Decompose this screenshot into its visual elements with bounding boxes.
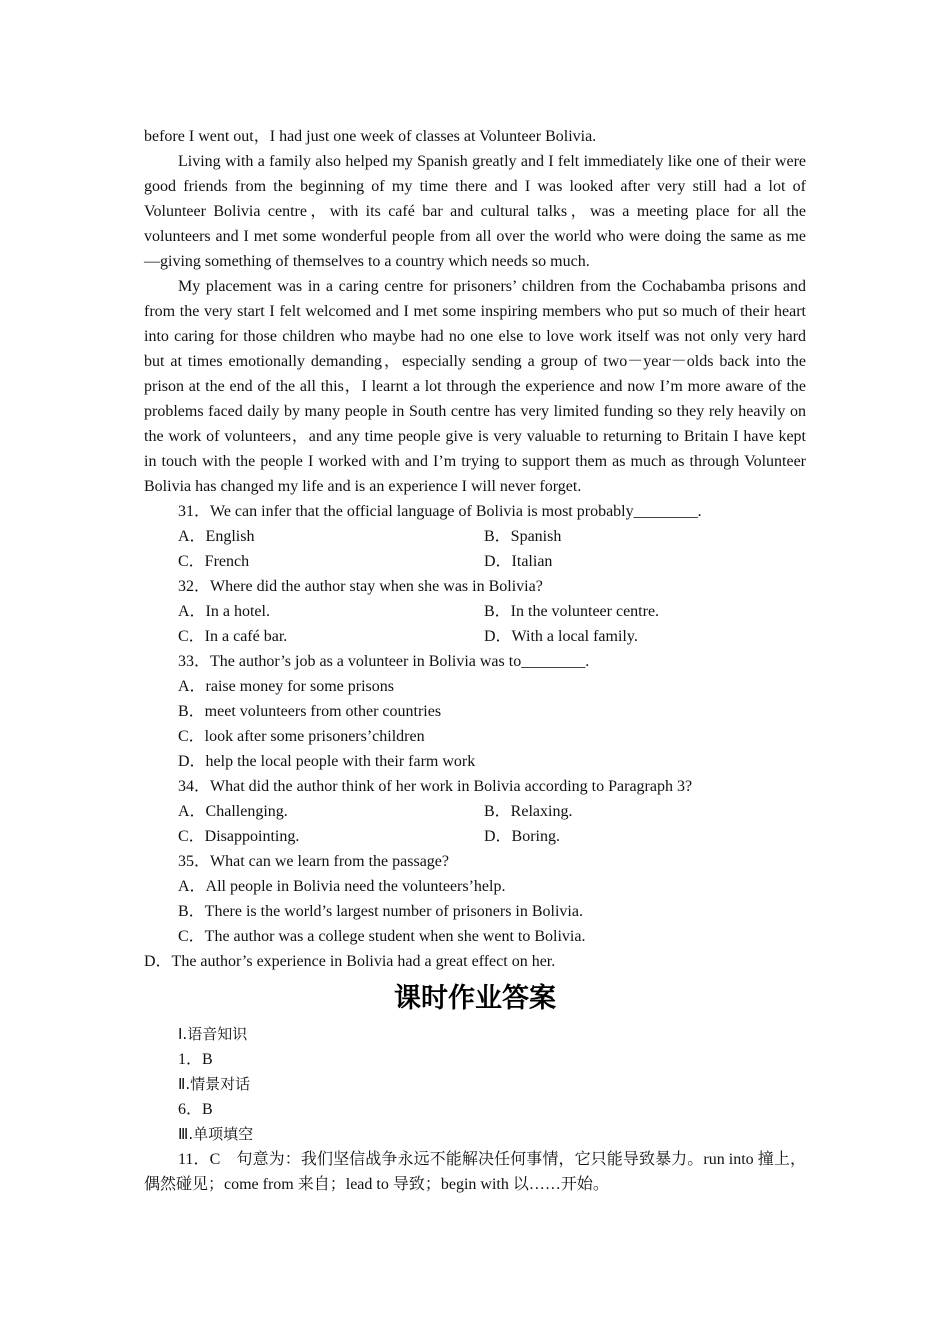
question-34-option-c: C．Disappointing. [178,828,300,845]
answers-section-1-heading: Ⅰ.语音知识 [178,1025,248,1043]
question-32-option-c: C．In a café bar. [178,628,288,645]
question-34-stem: 34．What did the author think of her work in Bolivia according to Paragraph 3? [178,778,693,795]
passage-paragraph-continued: before I went out，I had just one week of classes at Volunteer Bolivia. [144,128,597,145]
question-31-option-a: A．English [178,528,255,545]
document-content [144,124,806,1197]
answers-section-3-heading: Ⅲ.单项填空 [178,1125,254,1143]
question-35-option-c: C．The author was a college student when she went to Bolivia. [178,928,586,945]
question-35-option-b: B．There is the world’s largest number of prisoners in Bolivia. [178,903,583,920]
answers-section-1-answer: 1．B [178,1051,213,1068]
question-31-option-d: D．Italian [484,553,553,570]
question-31-option-c: C．French [178,553,250,570]
question-35-stem: 35．What can we learn from the passage? [178,853,449,870]
question-32-option-b: B．In the volunteer centre. [484,603,660,620]
question-31-options-row-2 [144,549,806,574]
question-34-option-d: D．Boring. [484,828,561,845]
question-32-options-row-2 [144,624,806,649]
question-34-options-row-2 [144,824,806,849]
question-33-option-d: D．help the local people with their farm work [178,753,476,770]
question-34-option-a: A．Challenging. [178,803,288,820]
question-33-option-a: A．raise money for some prisons [178,678,394,695]
answers-section-3-explanation: 11．C 句意为：我们坚信战争永远不能解决任何事情，它只能导致暴力。run into 撞上，偶然碰见；come from 来自；lead to 导致；begin with 以……开始。 [144,1151,806,1193]
question-31-options-row-1 [144,524,806,549]
question-34-option-b: B．Relaxing. [484,803,573,820]
question-31-stem: 31．We can infer that the official language of Bolivia is most probably________. [178,503,702,520]
question-32-option-a: A．In a hotel. [178,603,270,620]
question-34-options-row-1 [144,799,806,824]
question-33-option-b: B．meet volunteers from other countries [178,703,442,720]
answers-title: 课时作业答案 [394,983,556,1014]
passage-paragraph-3: My placement was in a caring centre for prisoners’ children from the Cochabamba prisons and from the very start I felt welcomed and I met some inspiring members who put so much of their heart into caring for those children who maybe had no one else to love work itself was not only very hard but at times emotionally demanding，especially sending a group of two－year－olds back into the prison at the end of the all this，I learnt a lot through the experience and now I’m more aware of the problems faced daily by many people in South centre has very limited funding so they rely heavily on the work of volunteers，and any time people give is very valuable to returning to Britain I have kept in touch with the people I worked with and I’m trying to support them as much as through Volunteer Bolivia has changed my life and is an experience I will never forget. [144,278,807,495]
passage-paragraph-2: Living with a family also helped my Spanish greatly and I felt immediately like one of their were good friends from the beginning of my time there and I was looked after very still had a lot of Volunteer Bolivia centre，with its café bar and cultural talks，was a meeting place for all the volunteers and I met some wonderful people from all over the world who were doing the same as me—giving something of themselves to a country which needs so much. [144,153,806,270]
question-31-option-b: B．Spanish [484,528,562,545]
question-33-option-c: C．look after some prisoners’children [178,728,425,745]
question-32-options-row-1 [144,599,806,624]
answers-section-2-heading: Ⅱ.情景对话 [178,1075,251,1093]
question-35-option-d: D．The author’s experience in Bolivia had a great effect on her. [144,953,556,970]
question-32-option-d: D．With a local family. [484,628,638,645]
answers-section-2-answer: 6．B [178,1101,213,1118]
question-35-option-a: A．All people in Bolivia need the volunteers’help. [178,878,506,895]
question-33-stem: 33．The author’s job as a volunteer in Bolivia was to________. [178,653,590,670]
question-32-stem: 32．Where did the author stay when she was in Bolivia? [178,578,543,595]
